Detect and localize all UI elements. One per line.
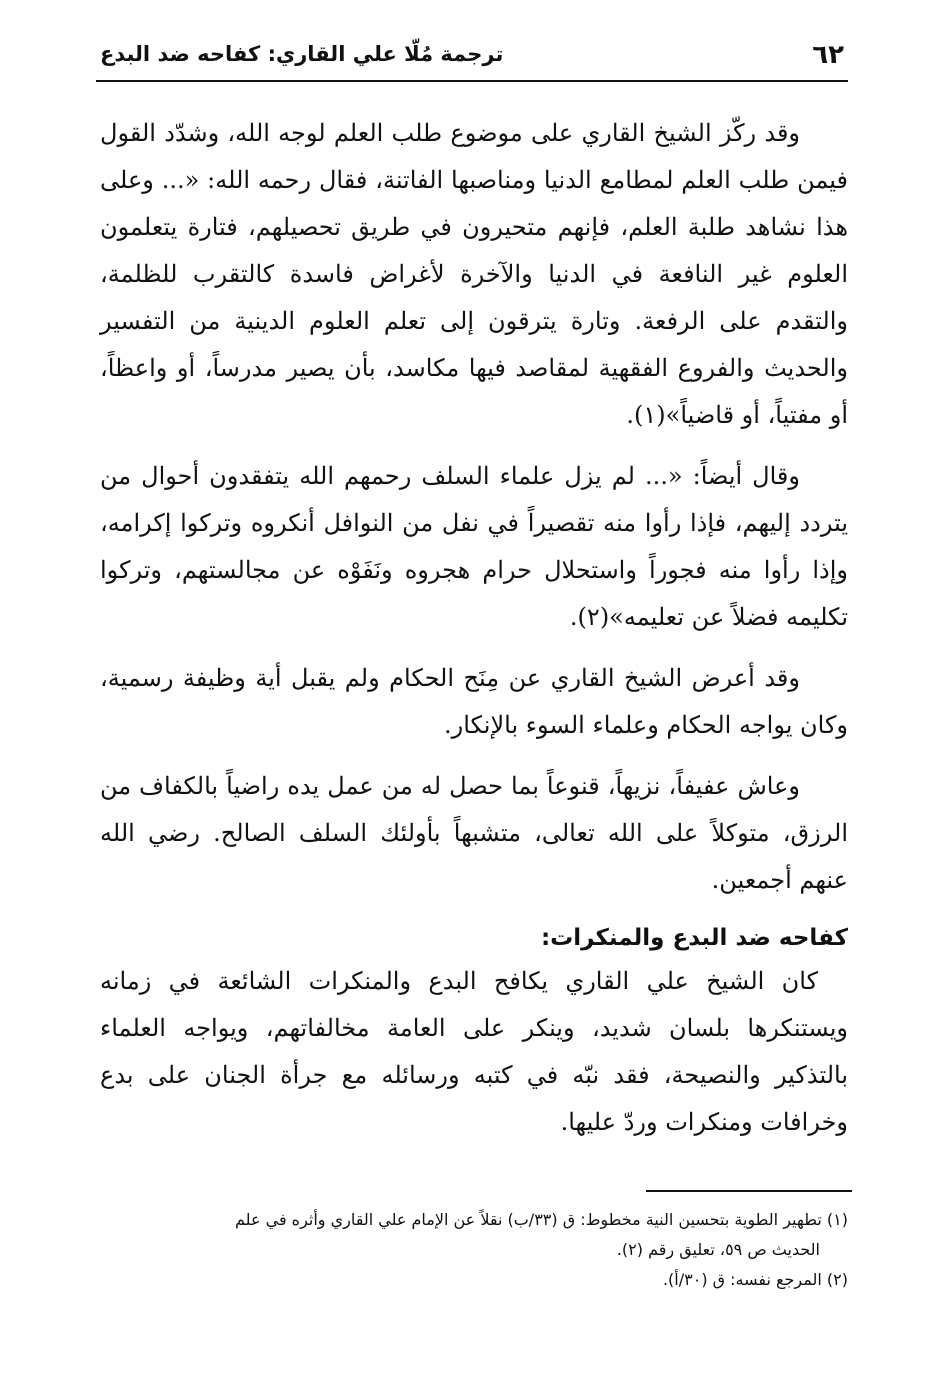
- footnote: [100, 1265, 848, 1295]
- footnote-separator: [646, 1190, 852, 1192]
- paragraph: وعاش عفيفاً، نزيهاً، قنوعاً بما حصل له من عمل يده راضياً بالكفاف من الرزق، متوكلاً على الله تعالى، متشبهاً بأولئك السلف الصالح. رضي الله عنهم أجمعين.: [100, 772, 848, 894]
- footnote-text: (١) تطهير الطوية بتحسين النية مخطوط: ق (٣٣/ب) نقلاً عن الإمام علي القاري وأثره في علم: [235, 1210, 848, 1229]
- footnote: [100, 1205, 848, 1265]
- page-number: ٦٢: [812, 40, 844, 70]
- footnote-text: (٢) المرجع نفسه: ق (٣٠/أ).: [662, 1270, 848, 1289]
- section-heading: كفاحه ضد البدع والمنكرات:: [540, 925, 848, 951]
- footnotes: [100, 1205, 848, 1295]
- footnote-continuation: الحديث ص ٥٩، تعليق رقم (٢).: [616, 1240, 820, 1259]
- main-text: [100, 110, 848, 1160]
- running-title: ترجمة مُلّا علي القاري: كفاحه ضد البدع: [100, 42, 504, 66]
- paragraph: وقد أعرض الشيخ القاري عن مِنَح الحكام ولم يقبل أية وظيفة رسمية، وكان يواجه الحكام وعلماء السوء بالإنكار.: [100, 664, 848, 739]
- paragraph: وقد ركّز الشيخ القاري على موضوع طلب العلم لوجه الله، وشدّد القول فيمن طلب العلم لمطامع الدنيا ومناصبها الفاتنة، فقال رحمه الله: «... وعلى هذا نشاهد طلبة العلم، فإنهم متحيرون في طريق تحصيلهم، فتارة يتعلمون العلوم غير النافعة في الدنيا والآخرة لأغراض فاسدة كالتقرب للظلمة، والتقدم على الرفعة. وتارة يترقون إلى تعلم العلوم الدينية من التفسير والحديث والفروع الفقهية لمقاصد فيها مكاسد، بأن يصير مدرساً، أو واعظاً، أو مفتياً، أو قاضياً»(١).: [100, 119, 848, 429]
- page-header: [96, 32, 848, 82]
- paragraph: كان الشيخ علي القاري يكافح البدع والمنكرات الشائعة في زمانه ويستنكرها بلسان شديد، وينكر على العامة مخالفاتهم، ويواجه العلماء بالتذكير والنصيحة، فقد نبّه في كتبه ورسائله مع جرأة الجنان على بدع وخرافات ومنكرات وردّ عليها.: [100, 967, 848, 1136]
- paragraph: وقال أيضاً: «... لم يزل علماء السلف رحمهم الله يتفقدون أحوال من يتردد إليهم، فإذا رأوا منه تقصيراً في نفل من النوافل أنكروه وتركوا إكرامه، وإذا رأوا منه فجوراً واستحلال حرام هجروه ونَفَوْه عن مجالستهم، وتركوا تكليمه فضلاً عن تعليمه»(٢).: [100, 462, 848, 631]
